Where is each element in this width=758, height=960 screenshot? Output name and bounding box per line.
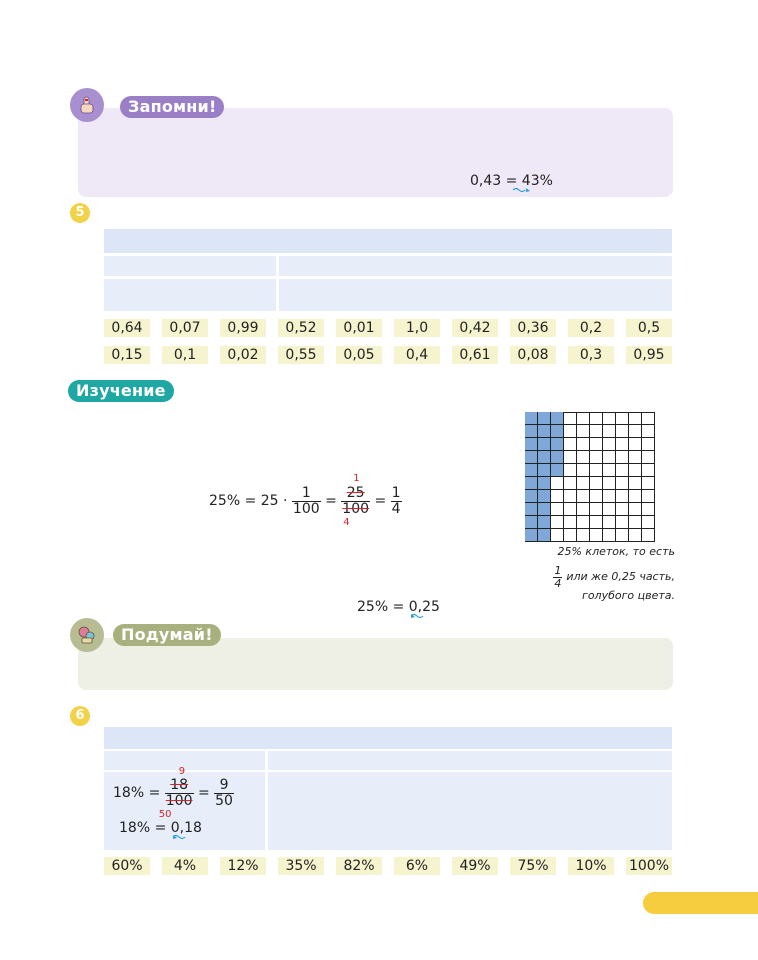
study-frac-1 [292, 486, 321, 516]
exercise-6-frac-2-num: 9 [214, 778, 234, 794]
grid-cell [538, 477, 551, 490]
grid-cell [577, 451, 590, 464]
exercise-6-frac-2 [214, 778, 234, 808]
grid-cell [577, 516, 590, 529]
grid-cell [590, 477, 603, 490]
exercise-5-row-1-cell: 0,99 [220, 319, 266, 337]
grid-cell [525, 425, 538, 438]
exercise-6-frac-1-den-reduced: 50 [158, 808, 172, 820]
exercise-5-row-1-cell: 0,52 [278, 319, 324, 337]
exercise-6-row-cell: 10% [568, 857, 614, 875]
grid-cell [564, 438, 577, 451]
study-frac-2-num-reduced: 1 [353, 473, 360, 484]
study-eq-mid-2: = [374, 493, 387, 510]
exercise-6-row-cell: 49% [452, 857, 498, 875]
exercise-5-row-1-cell: 0,36 [510, 319, 556, 337]
exercise-5-row-2-cell: 0,4 [394, 346, 440, 364]
study-eq-mid: = [325, 493, 337, 510]
grid-cell [564, 490, 577, 503]
grid-cell [590, 438, 603, 451]
exercise-6-eq-mid: = [197, 785, 210, 802]
exercise-5-row-1-cell: 0,2 [568, 319, 614, 337]
grid-cell [603, 490, 616, 503]
exercise-6-frac-1-num-reduced: 9 [178, 766, 186, 777]
grid-cell [629, 412, 642, 425]
study-equation [209, 473, 402, 528]
grid-cell [616, 451, 629, 464]
grid-cell [564, 451, 577, 464]
exercise-5-table-header [104, 229, 672, 253]
grid-cell [525, 451, 538, 464]
grid-cell [551, 425, 564, 438]
grid-cell [629, 490, 642, 503]
gears-icon [70, 618, 104, 652]
grid-cell [616, 503, 629, 516]
grid-cell [642, 412, 655, 425]
exercise-5-row-1-cell: 0,01 [336, 319, 382, 337]
exercise-5-row-2-cell: 0,3 [568, 346, 614, 364]
mark-icon [172, 834, 192, 840]
grid-cell [603, 516, 616, 529]
exercise-6-row-cell: 75% [510, 857, 556, 875]
grid-caption-frac-den: 4 [554, 576, 562, 590]
grid-cell [564, 477, 577, 490]
grid-cell [629, 464, 642, 477]
grid-cell [603, 503, 616, 516]
study-frac-3-den: 4 [391, 500, 401, 517]
grid-cell [629, 425, 642, 438]
exercise-5-row-1-cell: 0,07 [162, 319, 208, 337]
grid-cell [642, 438, 655, 451]
grid-cell [564, 503, 577, 516]
exercise-5-number: 5 [70, 203, 90, 223]
exercise-5-row-1-cell: 0,42 [452, 319, 498, 337]
study-frac-2-den: 100 [342, 500, 370, 517]
exercise-5-row-1-cell: 0,64 [104, 319, 150, 337]
grid-cell [525, 490, 538, 503]
grid-cell [564, 529, 577, 542]
grid-cell [538, 438, 551, 451]
grid-cell [590, 412, 603, 425]
grid-cell [564, 412, 577, 425]
grid-cell [603, 464, 616, 477]
think-title: Подумай! [113, 624, 221, 646]
exercise-5-row-1-cell: 0,5 [626, 319, 672, 337]
exercise-5-row-1-cell: 1,0 [394, 319, 440, 337]
grid-cell [642, 529, 655, 542]
grid-cell [551, 451, 564, 464]
exercise-5-row-2-cell: 0,61 [452, 346, 498, 364]
exercise-5-row-2-cell: 0,1 [162, 346, 208, 364]
study-frac-2 [341, 473, 370, 528]
grid-caption-line-2 [520, 565, 675, 589]
grid-cell [603, 451, 616, 464]
exercise-6-row-cell: 82% [336, 857, 382, 875]
finger-icon-glyph [76, 94, 98, 116]
grid-cell [603, 477, 616, 490]
grid-cell [525, 516, 538, 529]
study-frac-2-num: 25 [341, 486, 370, 502]
grid-caption-line-2-text: или же 0,25 часть, [566, 570, 675, 584]
grid-cell [590, 529, 603, 542]
study-title: Изучение [68, 380, 174, 402]
grid-cell [525, 464, 538, 477]
grid-cell [577, 464, 590, 477]
grid-cell [629, 529, 642, 542]
grid-cell [616, 412, 629, 425]
exercise-5-row-2-cell: 0,95 [626, 346, 672, 364]
grid-cell [590, 425, 603, 438]
grid-cell [564, 516, 577, 529]
grid-cell [629, 503, 642, 516]
grid-cell [642, 425, 655, 438]
grid-cell [616, 529, 629, 542]
grid-cell [577, 503, 590, 516]
grid-cell [590, 451, 603, 464]
exercise-6-row-cell: 100% [626, 857, 672, 875]
study-frac-3-num: 1 [391, 485, 401, 501]
grid-cell [603, 438, 616, 451]
grid-cell [616, 516, 629, 529]
grid-caption-line-1: 25% клеток, то есть [557, 545, 675, 558]
grid-cell [538, 412, 551, 425]
grid-cell [538, 503, 551, 516]
exercise-6-answer-cell [268, 772, 672, 850]
grid-cell [577, 477, 590, 490]
exercise-5-row-2-cell: 0,02 [220, 346, 266, 364]
grid-cell [642, 503, 655, 516]
grid-cell [525, 503, 538, 516]
study-eq-left: 25% = 25 · [209, 493, 288, 510]
grid-cell [590, 516, 603, 529]
exercise-6-table-header [104, 727, 672, 749]
study-frac-1-num: 1 [292, 486, 321, 502]
page-corner-tab [643, 892, 758, 914]
grid-cell [538, 464, 551, 477]
grid-caption-frac [553, 565, 562, 589]
study-frac-2-den-reduced: 4 [343, 516, 350, 528]
grid-cell [551, 529, 564, 542]
exercise-6-row-cell: 35% [278, 857, 324, 875]
study-decimal-eq-text: 25% = 0,25 [357, 599, 440, 615]
grid-cell [577, 490, 590, 503]
grid-cell [616, 490, 629, 503]
exercise-5-row-2-cell: 0,15 [104, 346, 150, 364]
grid-cell [538, 425, 551, 438]
exercise-5-col-left [104, 256, 276, 276]
grid-cell [616, 425, 629, 438]
study-frac-3 [391, 486, 402, 516]
grid-cell [629, 438, 642, 451]
grid-cell [551, 503, 564, 516]
grid-cell [642, 516, 655, 529]
grid-cell [551, 490, 564, 503]
grid-cell [564, 425, 577, 438]
exercise-6-example-eq [113, 766, 234, 820]
grid-cell [551, 438, 564, 451]
grid-cell [616, 464, 629, 477]
grid-cell [629, 477, 642, 490]
exercise-5-cell-right [279, 279, 672, 311]
grid-cell [590, 503, 603, 516]
exercise-5-col-right [279, 256, 672, 276]
grid-cell [616, 438, 629, 451]
grid-cell [642, 477, 655, 490]
study-frac-1-den: 100 [292, 500, 320, 517]
grid-cell [551, 516, 564, 529]
grid-cell [629, 516, 642, 529]
exercise-6-col-right [268, 751, 672, 770]
exercise-6-row-cell: 6% [394, 857, 440, 875]
grid-cell [538, 529, 551, 542]
grid-cell [538, 490, 551, 503]
grid-cell [525, 529, 538, 542]
grid-cell [577, 438, 590, 451]
exercise-5-row-2-cell: 0,05 [336, 346, 382, 364]
grid-cell [642, 490, 655, 503]
grid-caption-frac-num: 1 [554, 564, 562, 577]
exercise-6-frac-1 [158, 766, 194, 820]
remember-example-text: 0,43 = 43% [470, 173, 553, 189]
grid-cell [525, 438, 538, 451]
remember-box [78, 108, 673, 197]
hundred-grid [525, 412, 655, 542]
grid-cell [551, 464, 564, 477]
grid-cell [538, 516, 551, 529]
grid-cell [577, 425, 590, 438]
grid-cell [616, 477, 629, 490]
grid-cell [590, 464, 603, 477]
exercise-6-row-cell: 60% [104, 857, 150, 875]
grid-cell [551, 412, 564, 425]
grid-cell [642, 451, 655, 464]
finger-icon [70, 88, 104, 122]
exercise-6-frac-1-num: 18 [165, 778, 194, 794]
grid-cell [629, 451, 642, 464]
grid-cell [603, 425, 616, 438]
gears-icon-glyph [76, 624, 98, 646]
exercise-6-frac-1-den: 100 [165, 792, 193, 809]
exercise-6-row-cell: 12% [220, 857, 266, 875]
grid-cell [577, 529, 590, 542]
grid-cell [642, 464, 655, 477]
grid-cell [603, 529, 616, 542]
grid-cell [577, 412, 590, 425]
exercise-5-row-2-cell: 0,55 [278, 346, 324, 364]
grid-cell [525, 477, 538, 490]
grid-cell [564, 464, 577, 477]
exercise-6-decimal-text: 18% = 0,18 [119, 820, 202, 836]
grid-cell [538, 451, 551, 464]
grid-cell [590, 490, 603, 503]
grid-cell [525, 412, 538, 425]
exercise-6-eq-left: 18% = [113, 785, 161, 802]
exercise-6-frac-2-den: 50 [215, 792, 233, 809]
grid-cell [603, 412, 616, 425]
mark-icon [410, 613, 430, 619]
mark-icon [512, 187, 532, 193]
grid-caption-line-3: голубого цвета. [582, 589, 675, 602]
exercise-6-row-cell: 4% [162, 857, 208, 875]
exercise-5-cell-left [104, 279, 276, 311]
remember-title: Запомни! [120, 96, 224, 118]
exercise-5-row-2-cell: 0,08 [510, 346, 556, 364]
grid-cell [551, 477, 564, 490]
exercise-6-number: 6 [70, 706, 90, 726]
